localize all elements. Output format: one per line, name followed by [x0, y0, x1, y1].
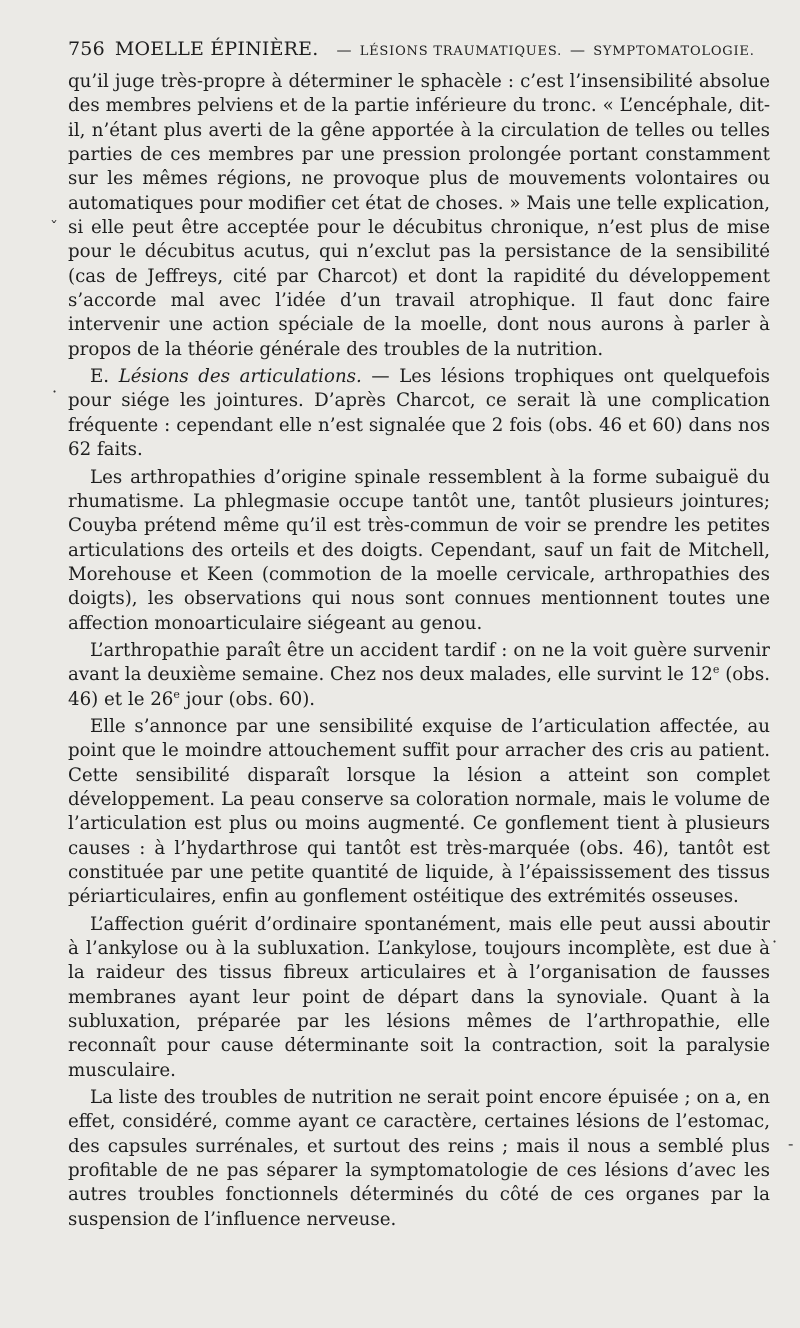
paragraph-text: jour (obs. 60). — [179, 688, 316, 710]
superscript: e — [712, 663, 720, 677]
paragraph-text: — Les lésions trophiques ont quelquefois pour siége les jointures. D’après Charcot, ce serait là une complication fréquente : cependant elle n’est signalée que 2 fois (obs. 46 et 60) dans nos 62 faits. — [68, 366, 770, 461]
margin-speck: · — [772, 932, 778, 951]
superscript: e — [173, 687, 180, 701]
paragraph-text: (obs. 46) et le 26 — [68, 664, 770, 710]
paragraph: Elle s’annonce par une sensibilité exquise de l’articulation affectée, au point que le moindre attouchement suffit pour arracher des cris au patient. Cette sensibilité disparaît lorsque la lésion a atteint son complet développement. La peau conserve sa coloration normale, mais le volume de l’articulation est plus ou moins augmenté. Ce gonflement tient à plusieurs causes : à l’hydarthrose qui tantôt est très-marquée (obs. 46), tantôt est constituée par une petite quantité de liquide, à l’épaississement des tissus périarticulaires, enfin au gonflement ostéitique des extrémités osseuses. — [68, 715, 770, 908]
margin-speck: - — [788, 1134, 794, 1153]
running-section: LÉSIONS TRAUMATIQUES. — [359, 44, 563, 59]
section-label: E. — [90, 366, 110, 388]
paragraph: qu’il juge très-propre à déterminer le sphacèle : c’est l’insensibilité absolue des membres pelviens et de la partie inférieure du tronc. « L’encéphale, dit-il, n’étant plus averti de la gêne apportée à la circulation de telles ou telles parties de ces membres par une pression prolongée portant constamment sur les mêmes régions, ne provoque plus de mouvements volontaires ou automatiques pour modifier cet état de choses. » Mais une telle explication, si elle peut être acceptée pour le décubitus chronique, n’est plus de mise pour le décubitus acutus, qui n’exclut pas la persistance de la sensibilité (cas de Jeffreys, cité par Charcot) et dont la rapidité du développement s’accorde mal avec l’idée d’un travail atrophique. Il faut donc faire intervenir une action spéciale de la moelle, dont nous aurons à parler à propos de la théorie générale des troubles de la nutrition. — [68, 71, 770, 360]
running-head-separator: — — [570, 41, 586, 59]
margin-speck: · — [52, 382, 58, 401]
paragraph: L’affection guérit d’ordinaire spontanément, mais elle peut aussi aboutir à l’ankylose ou à la subluxation. L’ankylose, toujours incomplète, est due à la raideur des tissus fibreux articulaires et à l’organisation de fausses membranes ayant leur point de départ dans la synoviale. Quant à la subluxation, préparée par les lésions mêmes de l’arthropathie, elle reconnaît pour cause déterminante soit la contraction, soit la paralysie musculaire. — [68, 913, 770, 1081]
running-head-separator: — — [336, 41, 352, 59]
margin-speck: ˇ — [50, 218, 58, 237]
paragraph: Les arthropathies d’origine spinale ressemblent à la forme subaiguë du rhumatisme. La phlegmasie occupe tantôt une, tantôt plusieurs jointures; Couyba prétend même qu’il est très-commun de voir se prendre les petites articulations des orteils et des doigts. Cependant, sauf un fait de Mitchell, Morehouse et Keen (commotion de la moelle cervicale, arthropathies des doigts), les observations qui nous sont connues mentionnent toutes une affection monoarticulaire siégeant au genou. — [68, 466, 770, 634]
body-text — [68, 70, 770, 1232]
section-heading: Lésions des articulations. — [118, 366, 362, 388]
paragraph — [68, 365, 770, 462]
page-number: 756 — [68, 38, 105, 60]
paragraph — [68, 639, 770, 712]
running-title: MOELLE ÉPINIÈRE. — [114, 38, 319, 60]
running-head — [68, 34, 768, 64]
paragraph: La liste des troubles de nutrition ne serait point encore épuisée ; on a, en effet, considéré, comme ayant ce caractère, certaines lésions de l’estomac, des capsules surrénales, et surtout des reins ; mais il nous a semblé plus profitable de ne pas séparer la symptomatologie de ces lésions d’avec les autres troubles fonctionnels déterminés du côté de ces organes par la suspension de l’influence nerveuse. — [68, 1087, 770, 1230]
running-subsection: SYMPTOMATOLOGIE. — [593, 44, 755, 59]
paragraph-text: L’arthropathie paraît être un accident tardif : on ne la voit guère survenir avant la deuxième semaine. Chez nos deux malades, elle survint le 12 — [68, 639, 770, 686]
